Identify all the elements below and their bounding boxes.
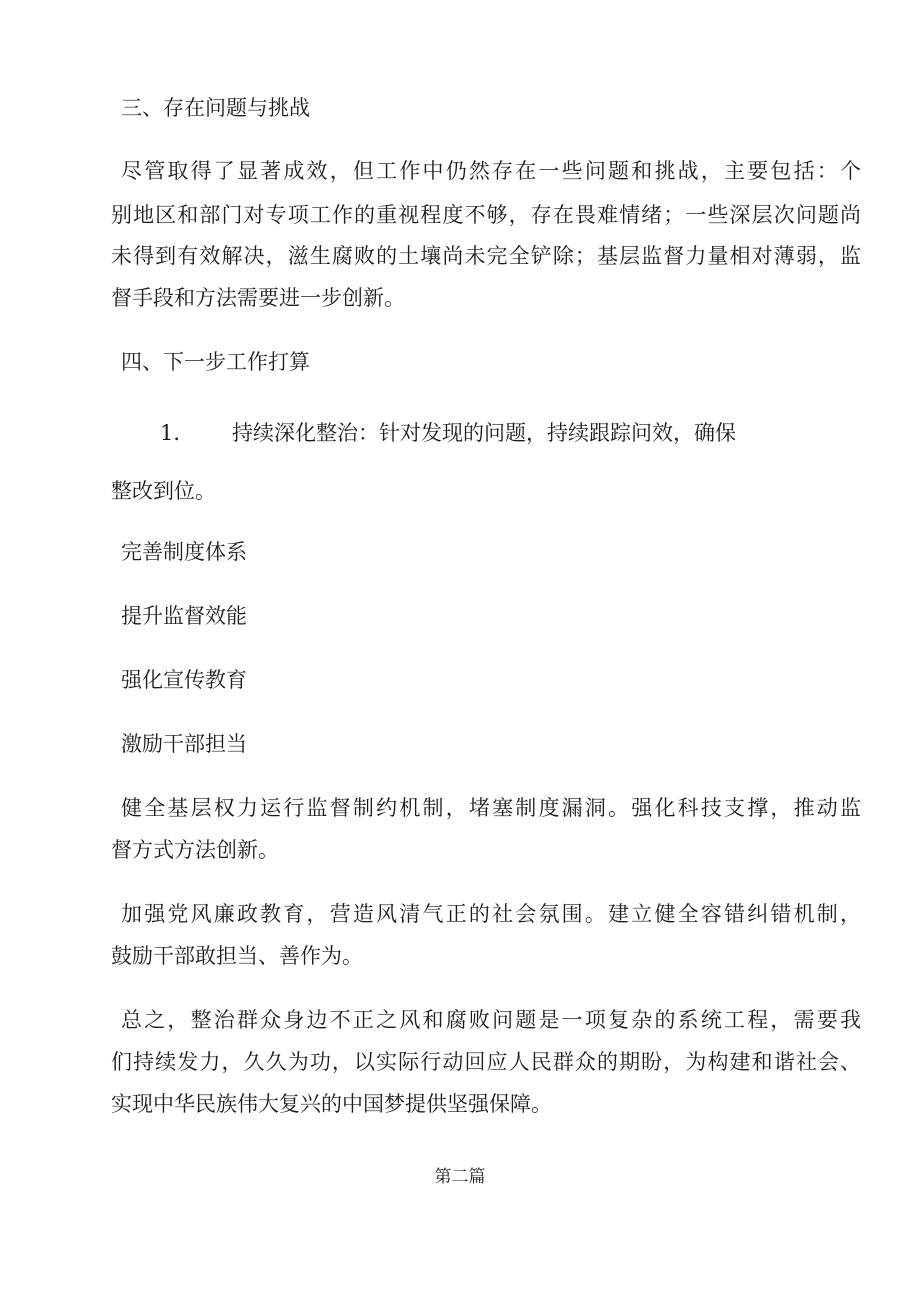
short-item: 强化宣传教育 — [121, 668, 247, 692]
short-item: 完善制度体系 — [121, 540, 247, 564]
paragraph-line: 健全基层权力运行监督制约机制，堵塞制度漏洞。强化科技支撑，推动监 — [121, 796, 861, 820]
short-item: 提升监督效能 — [121, 604, 247, 628]
list-item-text: 持续深化整治：针对发现的问题，持续跟踪问效，确保 — [232, 421, 736, 445]
list-item-text: 整改到位。 — [111, 479, 216, 503]
section-heading-problems: 三、存在问题与挑战 — [121, 96, 310, 120]
paragraph-line: 未得到有效解决，滋生腐败的土壤尚未完全铲除；基层监督力量相对薄弱，监 — [111, 244, 861, 268]
short-item: 激励干部担当 — [121, 732, 247, 756]
paragraph-line: 尽管取得了显著成效，但工作中仍然存在一些问题和挑战，主要包括：个 — [121, 159, 861, 183]
paragraph-line: 鼓励干部敢担当、善作为。 — [111, 944, 363, 968]
paragraph-line: 加强党风廉政教育，营造风清气正的社会氛围。建立健全容错纠错机制， — [121, 902, 861, 926]
list-item-number: 1． — [160, 421, 195, 445]
section-heading-next-steps: 四、下一步工作打算 — [121, 350, 310, 374]
paragraph-line: 实现中华民族伟大复兴的中国梦提供坚强保障。 — [111, 1092, 552, 1116]
paragraph-line: 别地区和部门对专项工作的重视程度不够，存在畏难情绪；一些深层次问题尚 — [111, 203, 861, 227]
next-chapter-title: 第二篇 — [434, 1167, 486, 1187]
paragraph-line: 总之，整治群众身边不正之风和腐败问题是一项复杂的系统工程，需要我 — [121, 1008, 861, 1032]
paragraph-line: 督方式方法创新。 — [111, 838, 279, 862]
paragraph-line: 们持续发力，久久为功，以实际行动回应人民群众的期盼，为构建和谐社会、 — [111, 1050, 861, 1074]
paragraph-line: 督手段和方法需要进一步创新。 — [111, 286, 405, 310]
